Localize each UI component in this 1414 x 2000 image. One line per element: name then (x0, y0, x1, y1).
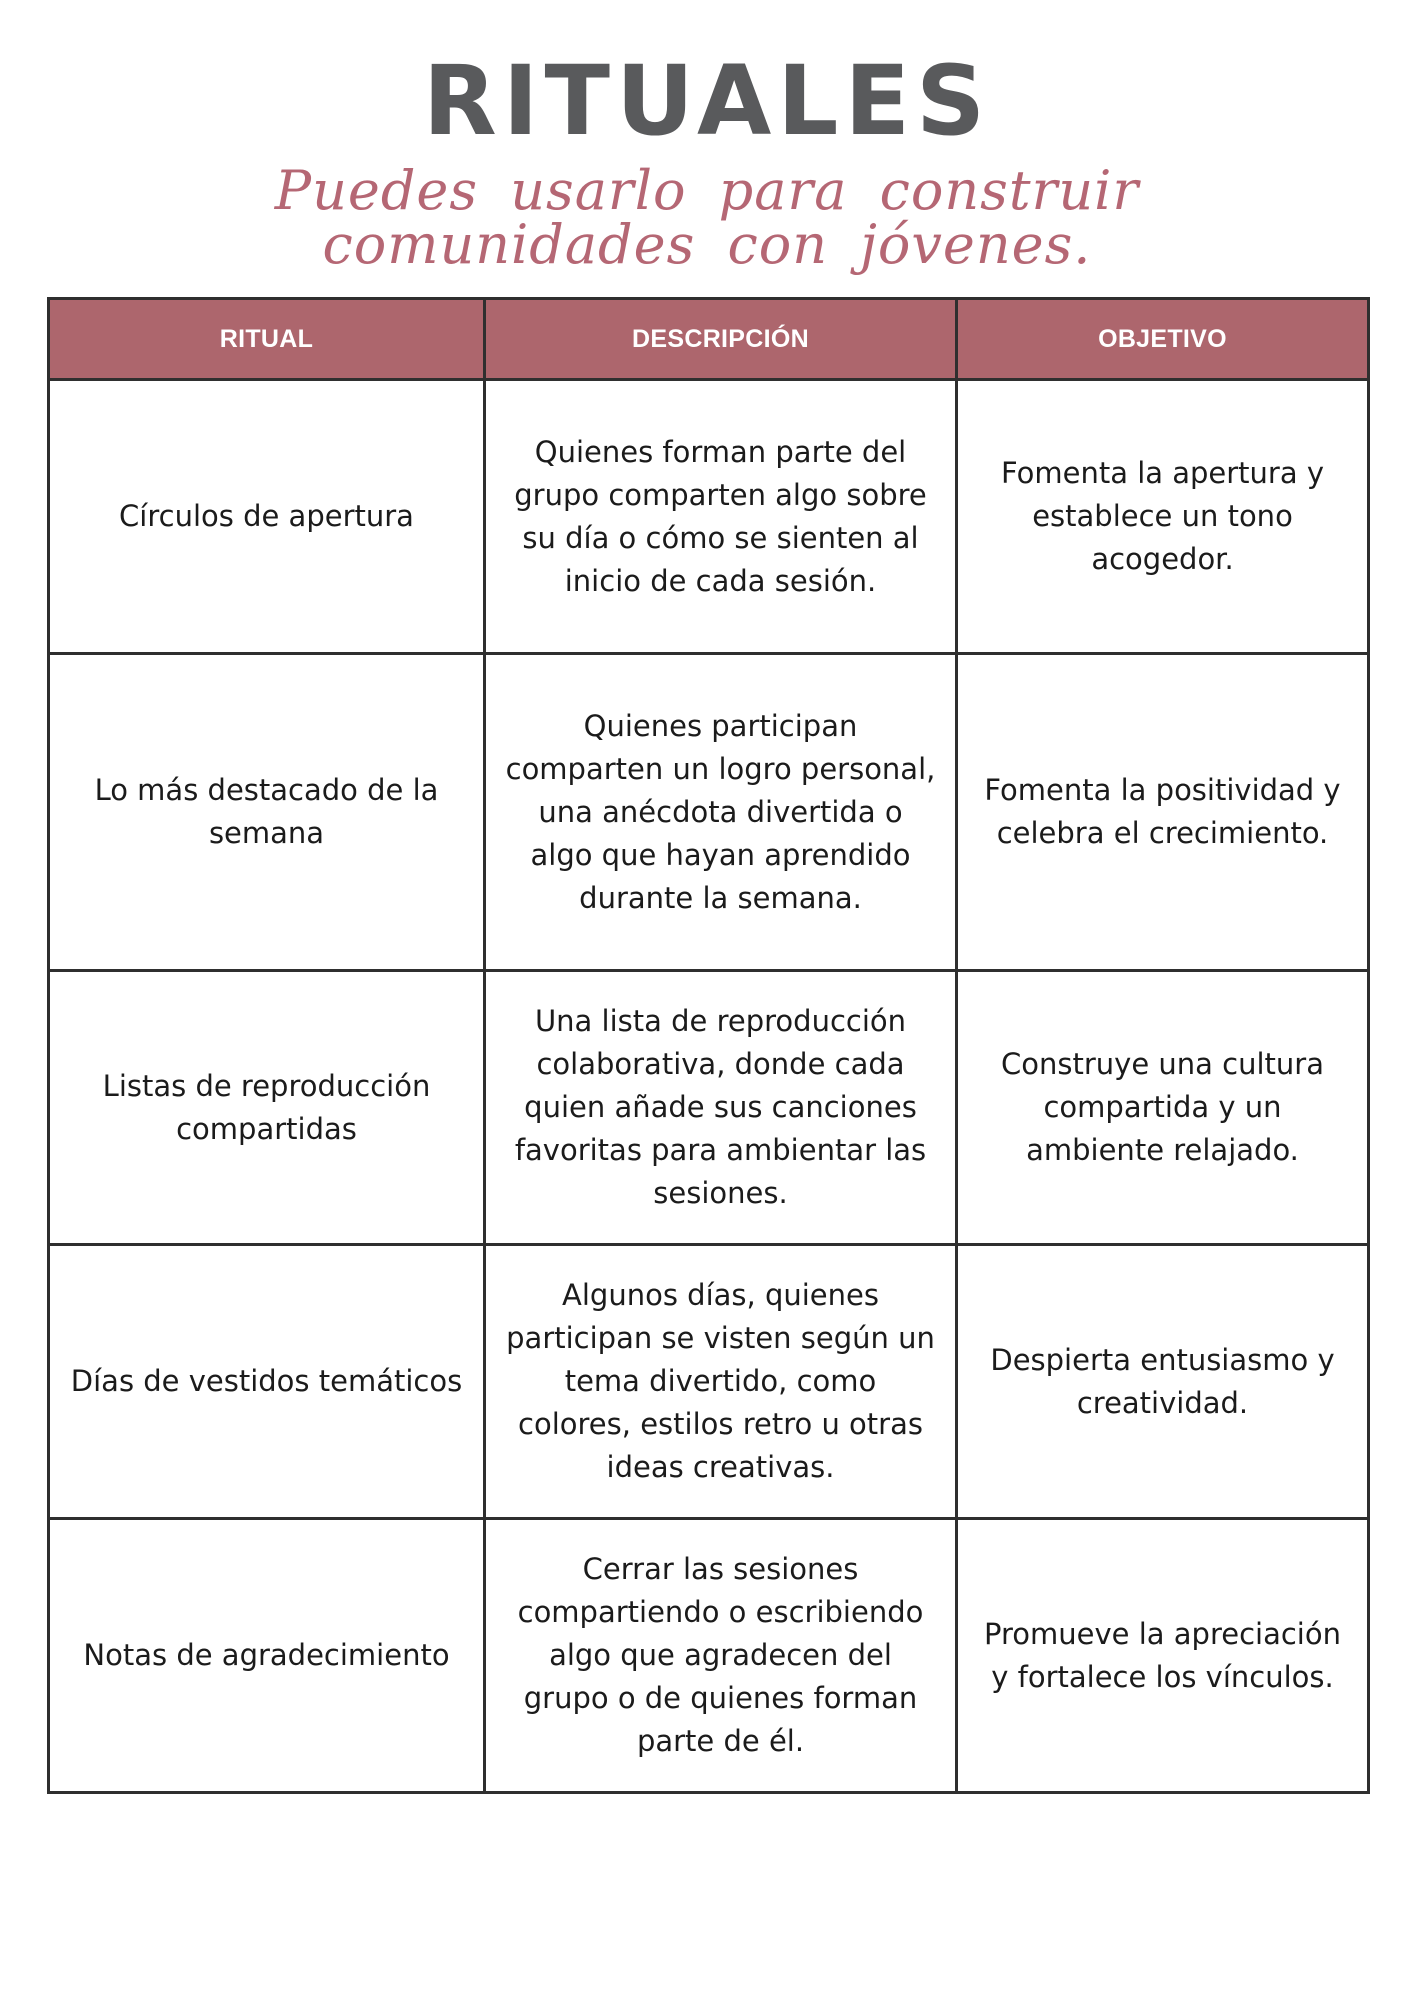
ritual-cell: Notas de agradecimiento (49, 1519, 485, 1793)
table-header-row (49, 299, 1369, 380)
table-row (49, 971, 1369, 1245)
objetivo-cell: Construye una cultura compartida y un ambiente relajado. (957, 971, 1369, 1245)
ritual-cell: Círculos de apertura (49, 380, 485, 654)
ritual-cell: Días de vestidos temáticos (49, 1245, 485, 1519)
table-row (49, 1245, 1369, 1519)
column-header-descripcion: DESCRIPCIÓN (485, 299, 957, 380)
descripcion-cell: Quienes forman parte del grupo comparten algo sobre su día o cómo se sienten al inicio de cada sesión. (485, 380, 957, 654)
descripcion-cell: Quienes participan comparten un logro personal, una anécdota divertida o algo que hayan aprendido durante la semana. (485, 654, 957, 971)
descripcion-cell: Cerrar las sesiones compartiendo o escribiendo algo que agradecen del grupo o de quienes forman parte de él. (485, 1519, 957, 1793)
table-row (49, 1519, 1369, 1793)
objetivo-cell: Promueve la apreciación y fortalece los vínculos. (957, 1519, 1369, 1793)
document-subtitle: Puedes usarlo para construir comunidades con jóvenes. (274, 159, 1140, 276)
objetivo-cell: Fomenta la apertura y establece un tono acogedor. (957, 380, 1369, 654)
objetivo-cell: Fomenta la positividad y celebra el crecimiento. (957, 654, 1369, 971)
descripcion-cell: Una lista de reproducción colaborativa, donde cada quien añade sus canciones favoritas para ambientar las sesiones. (485, 971, 957, 1245)
table-row (49, 654, 1369, 971)
descripcion-cell: Algunos días, quienes participan se visten según un tema divertido, como colores, estilos retro u otras ideas creativas. (485, 1245, 957, 1519)
ritual-cell: Lo más destacado de la semana (49, 654, 485, 971)
document-title: RITUALES (422, 45, 992, 157)
column-header-objetivo: OBJETIVO (957, 299, 1369, 380)
column-header-ritual: RITUAL (49, 299, 485, 380)
objetivo-cell: Despierta entusiasmo y creatividad. (957, 1245, 1369, 1519)
table-row (49, 380, 1369, 654)
ritual-cell: Listas de reproducción compartidas (49, 971, 485, 1245)
rituals-table (47, 297, 1370, 1794)
